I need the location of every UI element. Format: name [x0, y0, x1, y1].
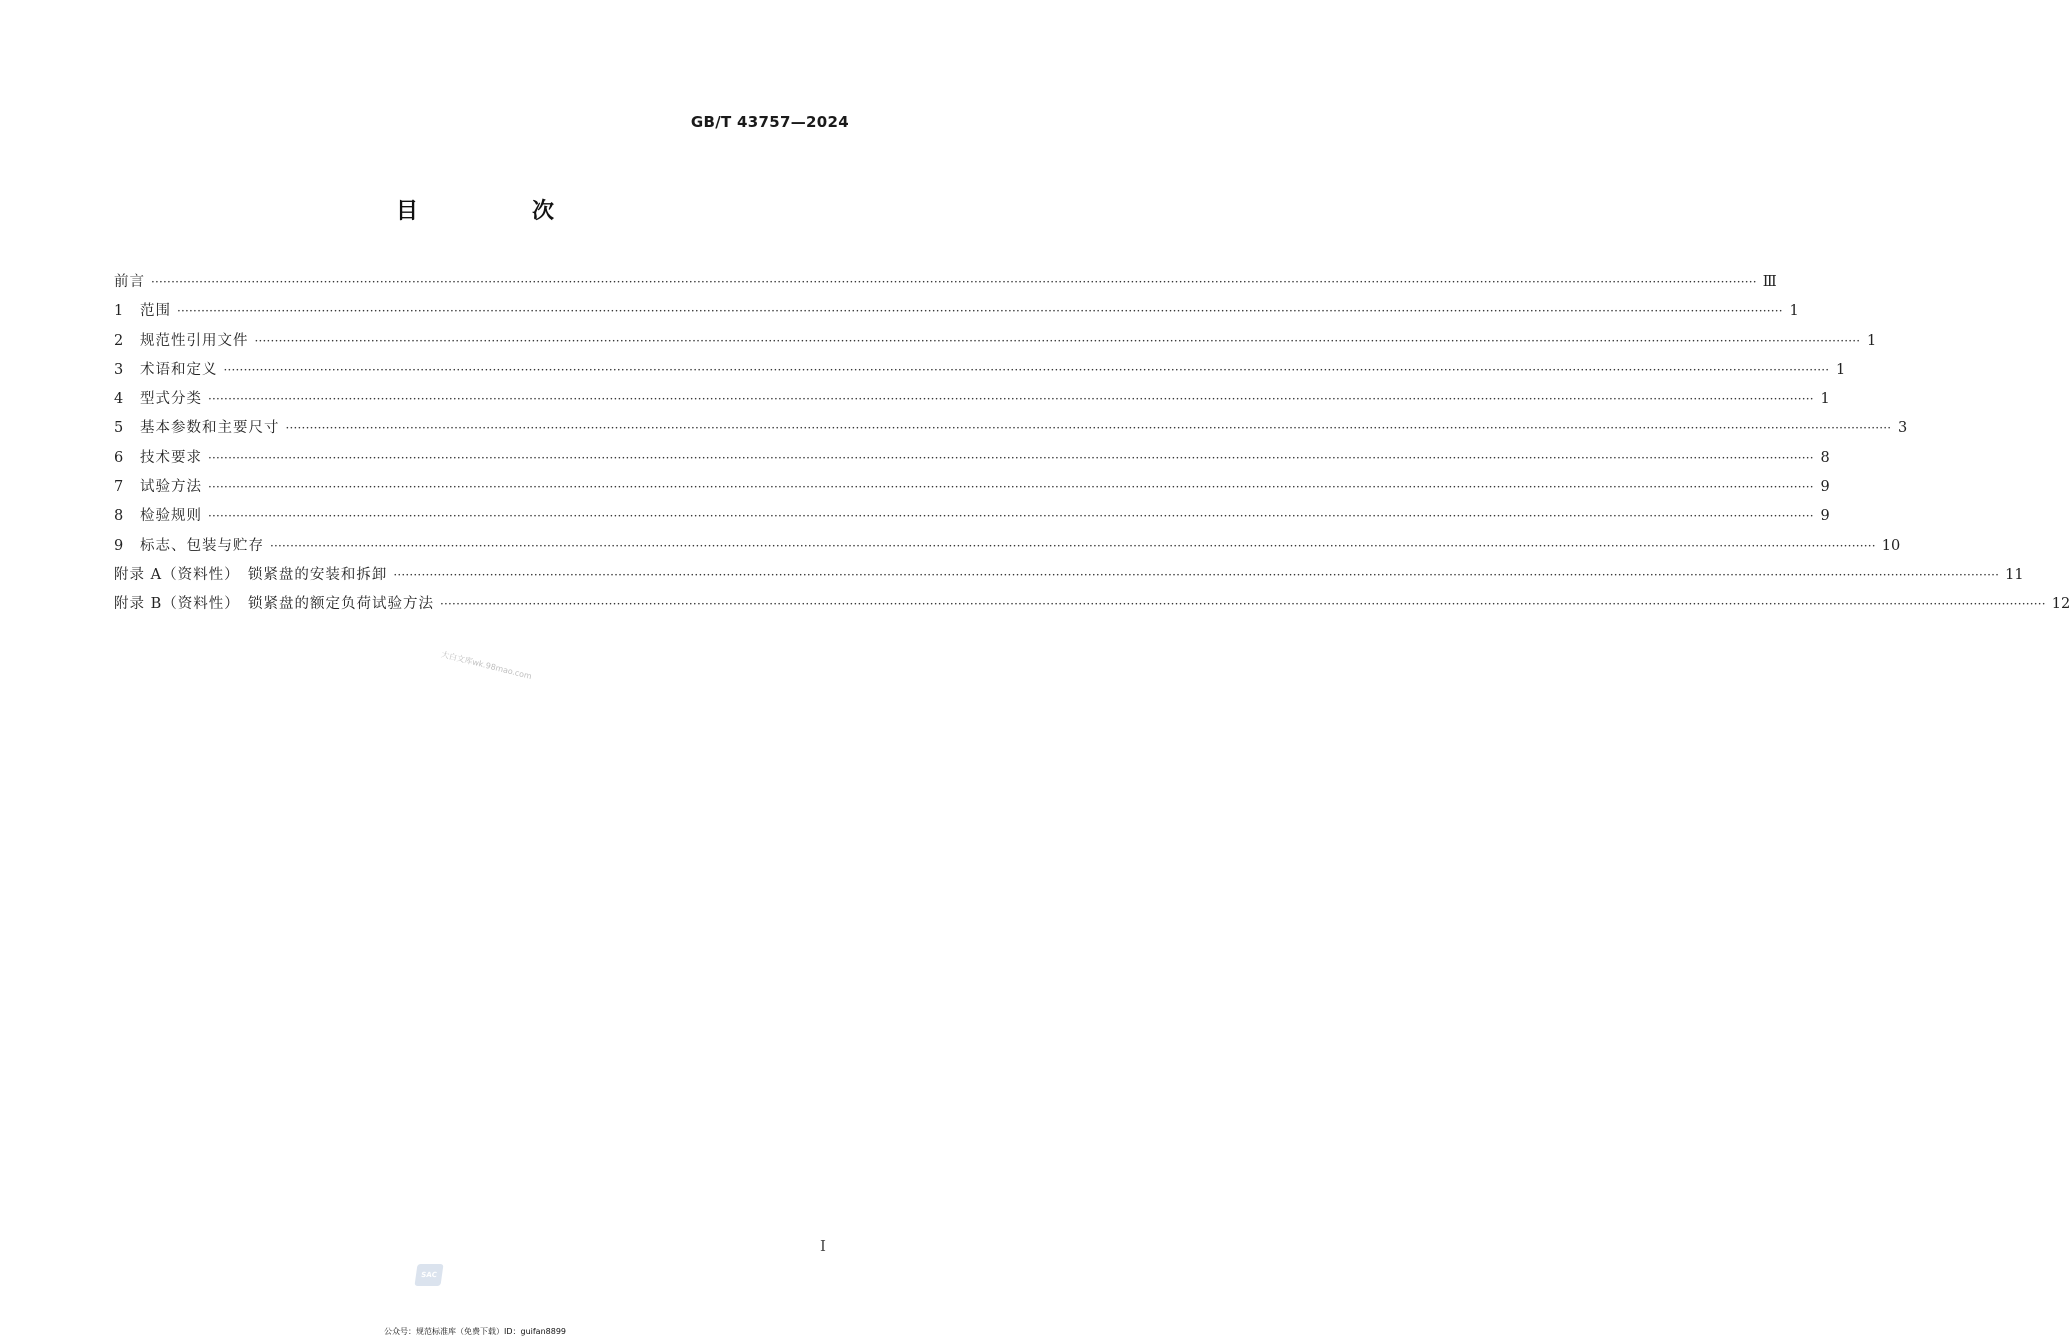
toc-entry-1[interactable] [114, 299, 1799, 328]
toc-entry-page: Ⅲ [1762, 274, 1777, 290]
toc-entry-8[interactable] [114, 504, 1830, 533]
toc-entry-number: 4 [114, 391, 124, 408]
toc-entry-appendix-a[interactable] [114, 563, 2024, 592]
toc-entry-9[interactable] [114, 534, 1901, 563]
toc-entry-number: 9 [114, 537, 124, 554]
toc-leader-dots: ················································································································································································································································································································································································································ [208, 480, 1814, 495]
toc-entry-page: 3 [1898, 420, 1908, 437]
toc-entry-label: 范围 [140, 303, 171, 320]
toc-entry-page: 1 [1820, 391, 1830, 408]
toc-entry-page: 9 [1820, 508, 1830, 525]
toc-entry-foreword[interactable] [114, 270, 1777, 299]
toc-entry-page: 10 [1881, 537, 1901, 554]
toc-leader-dots: ················································································································································································································································································································································································································ [177, 304, 1783, 319]
toc-leader-dots: ················································································································································································································································································································································································································ [223, 362, 1830, 377]
toc-entry-page: 12 [2051, 596, 2070, 613]
toc-leader-dots: ················································································································································································································································································································································································································ [440, 597, 2046, 612]
toc-entry-number: 3 [114, 361, 124, 378]
toc-entry-4[interactable] [114, 387, 1830, 416]
toc-entry-label: 检验规则 [140, 508, 202, 525]
toc-leader-dots: ················································································································································································································································································································································································································ [208, 450, 1814, 465]
toc-entry-number: 1 [114, 303, 124, 320]
toc-leader-dots: ················································································································································································································································································································································································································ [208, 509, 1814, 524]
toc-entry-number: 2 [114, 332, 124, 349]
table-of-contents [114, 270, 2070, 622]
toc-entry-label: 附录 A（资料性） 锁紧盘的安装和拆卸 [114, 566, 388, 583]
toc-entry-number: 5 [114, 420, 124, 437]
toc-entry-page: 1 [1789, 303, 1799, 320]
toc-entry-label: 型式分类 [140, 391, 202, 408]
toc-leader-dots: ················································································································································································································································································································································································································ [254, 333, 1861, 348]
page-number: I [820, 1237, 826, 1255]
toc-title: 目 次 [395, 199, 600, 224]
toc-entry-label: 附录 B（资料性） 锁紧盘的额定负荷试验方法 [114, 596, 435, 613]
toc-entry-label: 试验方法 [140, 479, 202, 496]
toc-entry-label: 规范性引用文件 [140, 332, 249, 349]
toc-leader-dots: ················································································································································································································································································································································································································ [208, 392, 1814, 407]
toc-entry-label: 基本参数和主要尺寸 [140, 420, 280, 437]
watermark: 大白文库wk.98mao.com [440, 649, 533, 682]
toc-entry-number: 8 [114, 508, 124, 525]
toc-entry-2[interactable] [114, 329, 1877, 358]
toc-entry-appendix-b[interactable] [114, 592, 2070, 621]
toc-leader-dots: ················································································································································································································································································································································································································ [393, 567, 2000, 582]
toc-entry-5[interactable] [114, 416, 1908, 445]
sac-logo-icon: SAC [414, 1264, 443, 1286]
toc-entry-page: 1 [1836, 361, 1846, 378]
toc-entry-label: 前言 [114, 274, 145, 290]
toc-entry-page: 1 [1867, 332, 1877, 349]
toc-entry-6[interactable] [114, 446, 1830, 475]
toc-entry-label: 技术要求 [140, 449, 202, 466]
toc-entry-7[interactable] [114, 475, 1830, 504]
toc-entry-number: 7 [114, 479, 124, 496]
toc-entry-label: 标志、包装与贮存 [140, 537, 264, 554]
toc-entry-3[interactable] [114, 358, 1846, 387]
standard-code: GB/T 43757—2024 [690, 113, 849, 131]
toc-entry-page: 9 [1820, 479, 1830, 496]
toc-entry-number: 6 [114, 449, 124, 466]
toc-leader-dots: ················································································································································································································································································································································································································ [285, 421, 1892, 436]
toc-leader-dots: ················································································································································································································································································································································································································ [151, 275, 1757, 289]
footer-note: 公众号：规范标准库（免费下载）ID：guifan8899 [383, 1327, 567, 1336]
toc-entry-page: 11 [2005, 566, 2024, 583]
toc-entry-label: 术语和定义 [140, 361, 218, 378]
toc-entry-page: 8 [1820, 449, 1830, 466]
toc-leader-dots: ················································································································································································································································································································································································································ [270, 538, 1876, 553]
